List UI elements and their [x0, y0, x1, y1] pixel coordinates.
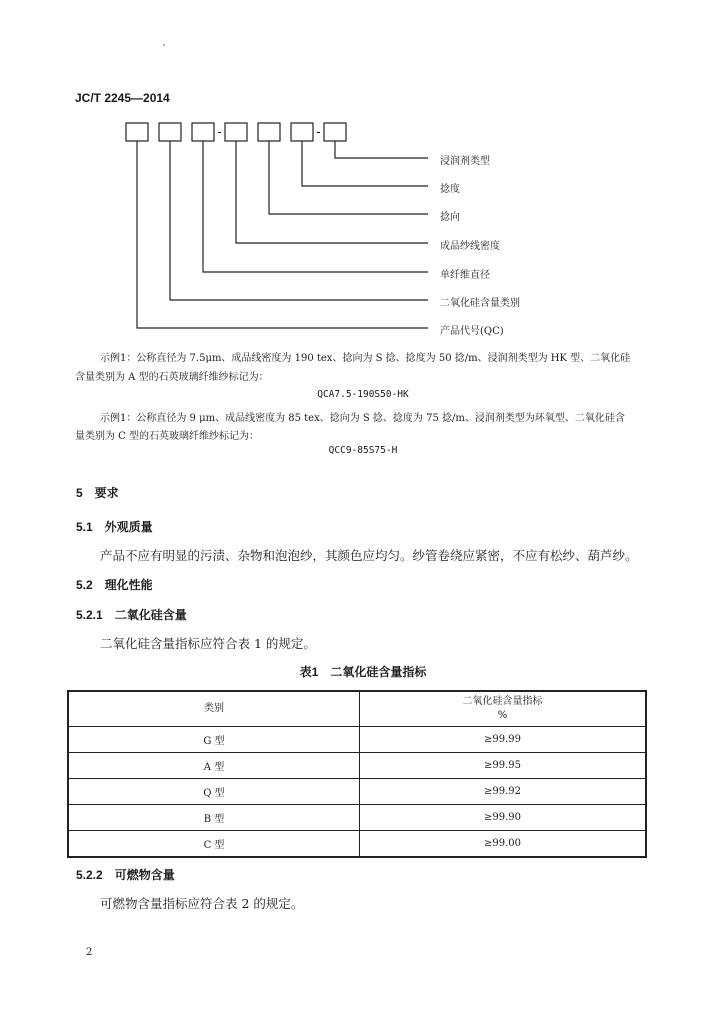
box-twist — [291, 123, 313, 141]
col-header-silica — [360, 691, 647, 727]
label-sizing-type: 浸润剂类型 — [440, 156, 490, 167]
table-row — [68, 805, 646, 831]
cell-type: Q 型 — [68, 779, 360, 805]
leader-yarn-density — [236, 141, 428, 243]
col-header-silica-title: 二氧化硅含量指标 — [462, 696, 543, 707]
dash-1: - — [217, 125, 222, 139]
example-1-line-1: 示例1：公称直径为 7.5μm、成品线密度为 190 tex、捻向为 S 捻、捻度为 50 捻/m、浸润剂类型为 HK 型、二氧化硅 — [100, 353, 631, 364]
table-row — [68, 779, 646, 805]
cell-value: ≥99.00 — [360, 831, 647, 858]
cell-value: ≥99.92 — [360, 779, 647, 805]
section-5-2-2-heading: 5.2.2 可燃物含量 — [76, 868, 175, 882]
section-5-heading: 5 要求 — [76, 486, 119, 500]
designation-diagram — [0, 0, 726, 345]
section-5-1-heading: 5.1 外观质量 — [76, 520, 153, 534]
box-fiber-diameter — [192, 123, 214, 141]
cell-type: G 型 — [68, 727, 360, 753]
table-row — [68, 831, 646, 858]
leader-twist-direction — [269, 141, 428, 214]
table-1-caption: 表1 二氧化硅含量指标 — [299, 665, 427, 679]
cell-value: ≥99.90 — [360, 805, 647, 831]
page-number: 2 — [86, 947, 93, 958]
box-product-code — [126, 123, 148, 141]
box-silica-class — [159, 123, 181, 141]
table-header-row — [68, 691, 646, 727]
label-product-code: 产品代号(QC) — [440, 326, 504, 337]
silica-content-table — [67, 690, 647, 858]
cell-type: C 型 — [68, 831, 360, 858]
cell-type: B 型 — [68, 805, 360, 831]
box-yarn-density — [225, 123, 247, 141]
leader-sizing-type — [335, 141, 428, 158]
leader-silica-class — [170, 141, 428, 300]
label-fiber-diameter: 单纤维直径 — [440, 270, 490, 281]
section-5-2-1-text: 二氧化硅含量指标应符合表 1 的规定。 — [100, 636, 316, 651]
leader-fiber-diameter — [203, 141, 428, 272]
cell-value: ≥99.99 — [360, 727, 647, 753]
table-row — [68, 727, 646, 753]
col-header-silica-unit: % — [497, 710, 508, 721]
label-twist-direction: 捻向 — [440, 212, 460, 223]
section-5-1-text: 产品不应有明显的污渍、杂物和泡泡纱，其颜色应均匀。纱管卷绕应紧密，不应有松纱、葫芦纱。 — [100, 548, 638, 563]
section-5-2-2-text: 可燃物含量指标应符合表 2 的规定。 — [100, 896, 304, 911]
col-header-type: 类别 — [68, 691, 360, 727]
example-1-code: QCA7.5-190S50-HK — [317, 389, 409, 400]
table-row — [68, 753, 646, 779]
label-yarn-density: 成品纱线密度 — [440, 241, 500, 252]
label-silica-class: 二氧化硅含量类别 — [440, 298, 520, 309]
example-2-code: QCC9-85S75-H — [328, 445, 398, 456]
box-twist-direction — [258, 123, 280, 141]
cell-type: A 型 — [68, 753, 360, 779]
cell-value: ≥99.95 — [360, 753, 647, 779]
label-twist: 捻度 — [440, 184, 460, 195]
section-5-2-heading: 5.2 理化性能 — [76, 578, 153, 592]
leader-twist — [302, 141, 428, 186]
example-1-line-2: 含量类别为 A 型的石英玻璃纤维纱标记为： — [75, 372, 269, 383]
standard-number: JC/T 2245—2014 — [75, 91, 170, 105]
section-5-2-1-heading: 5.2.1 二氧化硅含量 — [76, 608, 187, 622]
box-sizing-type — [324, 123, 346, 141]
example-2-line-1: 示例1：公称直径为 9 μm、成品线密度为 85 tex、捻向为 S 捻、捻度为 75 捻/m、浸润剂类型为环氧型、二氧化硅含 — [100, 413, 625, 424]
example-2-line-2: 量类别为 C 型的石英玻璃纤维纱标记为： — [75, 431, 260, 442]
dash-2: - — [316, 125, 321, 139]
